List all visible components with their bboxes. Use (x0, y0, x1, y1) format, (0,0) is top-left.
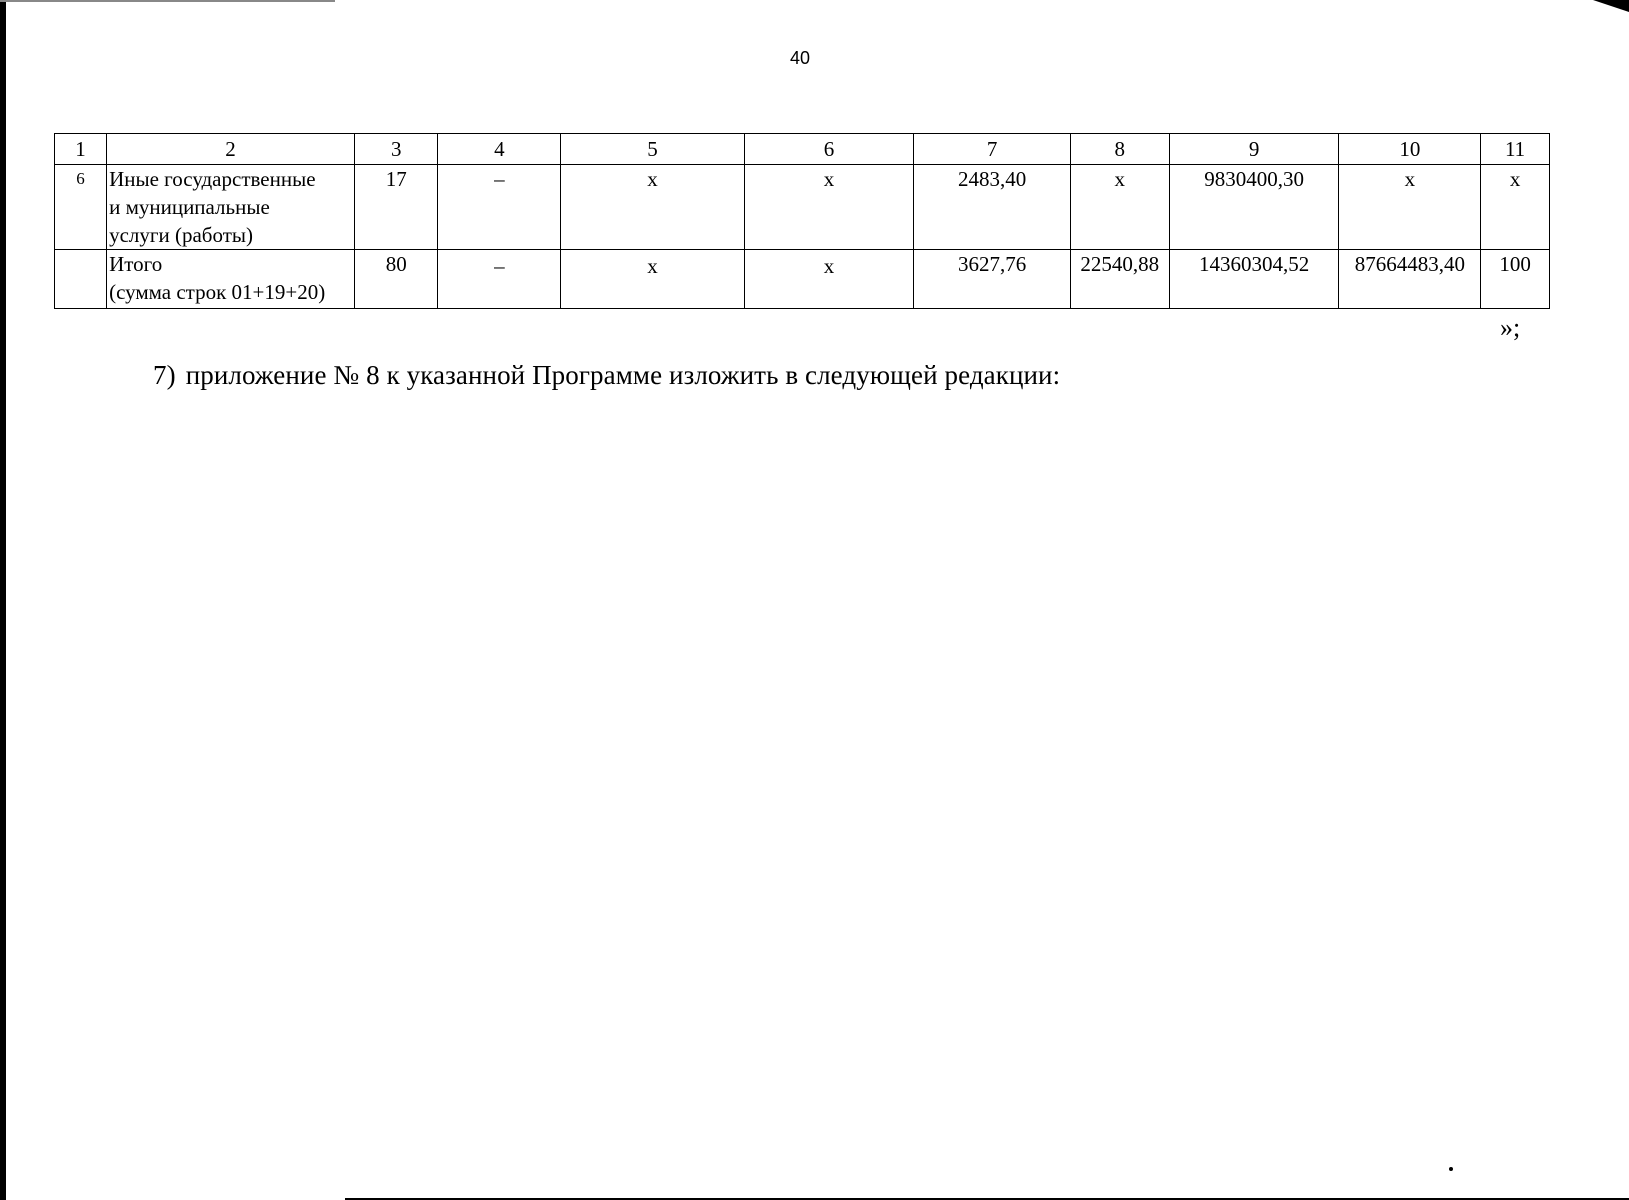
table-cell: 9830400,30 (1169, 165, 1339, 250)
column-header: 6 (744, 134, 914, 165)
row-name-cell: Итого (сумма строк 01+19+20) (107, 250, 355, 309)
table-cell: х (1070, 165, 1169, 250)
column-header: 2 (107, 134, 355, 165)
closing-quote: »; (1500, 313, 1521, 342)
column-header: 3 (355, 134, 438, 165)
table-cell: х (1339, 165, 1481, 250)
column-header: 1 (55, 134, 107, 165)
row-name-cell: Иные государственные и муниципальные услуги (работы) (107, 165, 355, 250)
column-header: 4 (438, 134, 561, 165)
row-number-cell (55, 250, 107, 309)
column-header: 7 (914, 134, 1070, 165)
column-header: 11 (1481, 134, 1550, 165)
table-row (55, 165, 1550, 250)
table-cell: х (561, 165, 744, 250)
column-header: 8 (1070, 134, 1169, 165)
table-cell: х (744, 165, 914, 250)
scan-corner-mark (1593, 0, 1629, 12)
scan-speck (1449, 1167, 1453, 1171)
paragraph (153, 360, 1060, 391)
table-cell: – (438, 165, 561, 250)
table-cell: – (438, 250, 561, 309)
table-cell: 100 (1481, 250, 1550, 309)
column-header: 9 (1169, 134, 1339, 165)
table-cell: 3627,76 (914, 250, 1070, 309)
table-cell: 22540,88 (1070, 250, 1169, 309)
paragraph-text: приложение № 8 к указанной Программе изложить в следующей редакции: (185, 360, 1061, 390)
table-cell: х (744, 250, 914, 309)
column-header: 5 (561, 134, 744, 165)
column-header: 10 (1339, 134, 1481, 165)
table-cell: 80 (355, 250, 438, 309)
table-header-row (55, 134, 1550, 165)
table-cell: 14360304,52 (1169, 250, 1339, 309)
table-cell: 17 (355, 165, 438, 250)
scan-edge-left (0, 0, 6, 1200)
table-cell: 2483,40 (914, 165, 1070, 250)
table-cell: 87664483,40 (1339, 250, 1481, 309)
row-number-cell: 6 (55, 165, 107, 250)
scan-edge-top (0, 0, 335, 2)
paragraph-number: 7) (153, 360, 176, 390)
page-number: 40 (789, 48, 811, 68)
table-cell: х (1481, 165, 1550, 250)
data-table (54, 133, 1550, 309)
table-cell: х (561, 250, 744, 309)
table-row-total (55, 250, 1550, 309)
